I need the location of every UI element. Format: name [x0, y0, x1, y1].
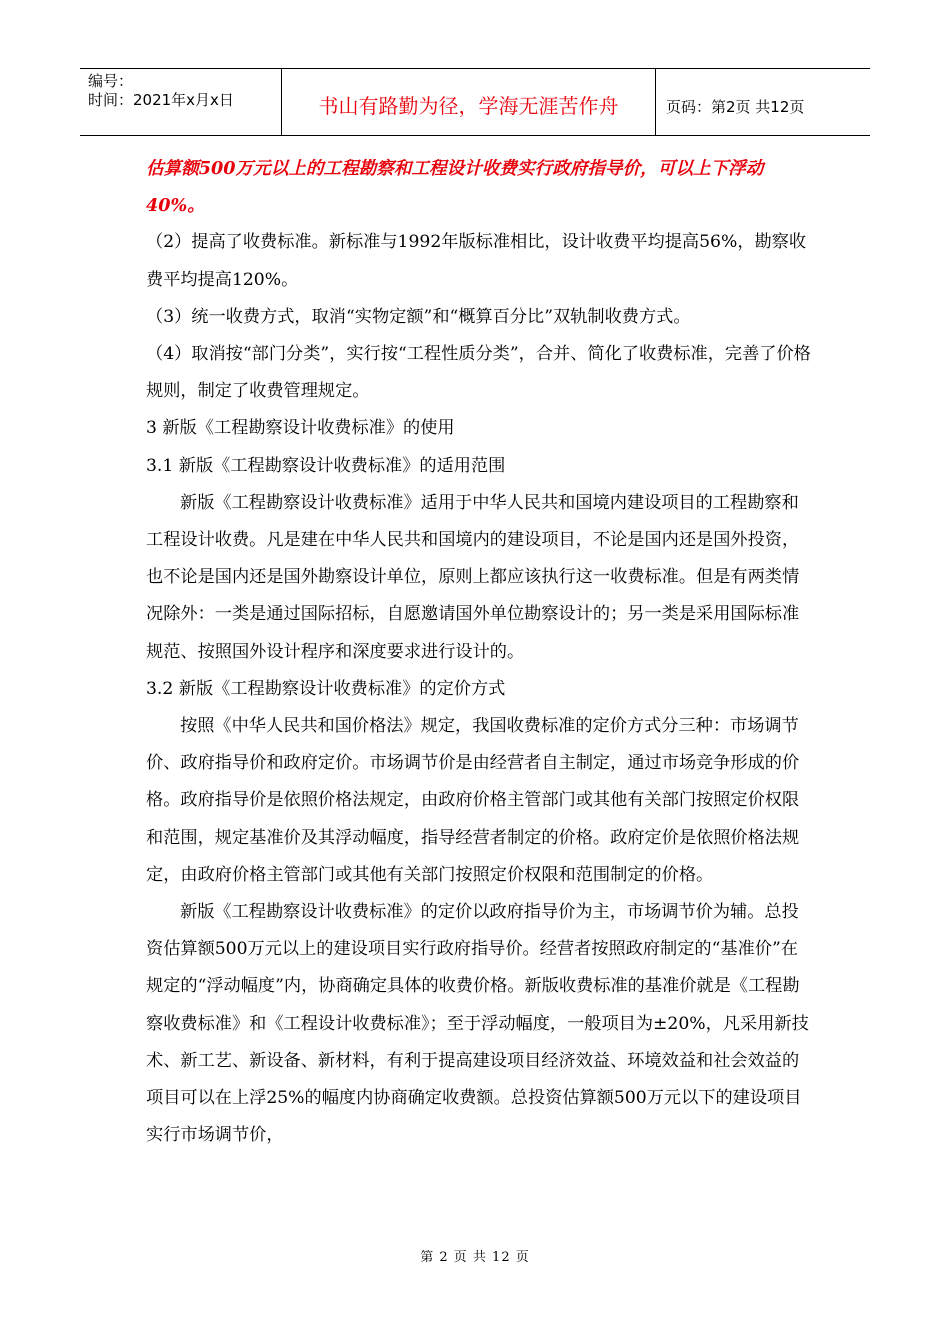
section-heading: 3 新版《工程勘察设计收费标准》的使用 [146, 418, 455, 439]
header-meta [80, 69, 282, 135]
body-paragraph: （3）统一收费方式，取消“实物定额”和“概算百分比”双轨制收费方式。 [146, 306, 691, 327]
document-time-label: 时间：2021年x月x日 [88, 91, 234, 109]
body-paragraph: 新版《工程勘察设计收费标准》适用于中华人民共和国境内建设项目的工程勘察和工程设计收费。凡是建在中华人民共和国境内的建设项目，不论是国内还是国外投资，也不论是国内还是国外勘察设计单位，原则上都应该执行这一收费标准。但是有两类情况除外：一类是通过国际招标，自愿邀请国外单位勘察设计的；另一类是采用国际标准规范、按照国外设计程序和深度要求进行设计的。 [146, 492, 800, 662]
body-paragraph: 按照《中华人民共和国价格法》规定，我国收费标准的定价方式分三种：市场调节价、政府指导价和政府定价。市场调节价是由经营者自主制定，通过市场竞争形成的价格。政府指导价是依照价格法规定，由政府价格主管部门或其他有关部门按照定价权限和范围，规定基准价及其浮动幅度，指导经营者制定的价格。政府定价是依照价格法规定，由政府价格主管部门或其他有关部门按照定价权限和范围制定的价格。 [146, 716, 800, 885]
subsection-heading: 3.1 新版《工程勘察设计收费标准》的适用范围 [146, 455, 506, 476]
body-paragraph: 新版《工程勘察设计收费标准》的定价以政府指导价为主，市场调节价为辅。总投资估算额500万元以上的建设项目实行政府指导价。经营者按照政府制定的“基准价”在规定的“浮动幅度”内，协商确定具体的收费价格。新版收费标准的基准价就是《工程勘察收费标准》和《工程设计收费标准》；至于浮动幅度，一般项目为±20%，凡采用新技术、新工艺、新设备、新材料，有利于提高建设项目经济效益、环境效益和社会效益的项目可以在上浮25%的幅度内协商确定收费额。总投资估算额500万元以下的建设项目实行市场调节价， [146, 902, 809, 1146]
subsection-heading: 3.2 新版《工程勘察设计收费标准》的定价方式 [146, 678, 506, 699]
header-motto: 书山有路勤为径，学海无涯苦作舟 [282, 69, 656, 135]
page-footer: 第 2 页 共 12 页 [420, 1250, 530, 1265]
header-page-info: 页码：第2页 共12页 [666, 97, 805, 116]
document-body [146, 150, 814, 1154]
body-paragraph: （2）提高了收费标准。新标准与1992年版标准相比，设计收费平均提高56%，勘察收费平均提高120%。 [146, 232, 807, 290]
highlighted-paragraph: 估算额500万元以上的工程勘察和工程设计收费实行政府指导价，可以上下浮动40%。 [146, 158, 764, 217]
document-number-label: 编号： [88, 72, 134, 90]
page-header [80, 68, 870, 136]
body-paragraph: （4）取消按“部门分类”，实行按“工程性质分类”，合并、简化了收费标准，完善了价格规则，制定了收费管理规定。 [146, 344, 811, 402]
